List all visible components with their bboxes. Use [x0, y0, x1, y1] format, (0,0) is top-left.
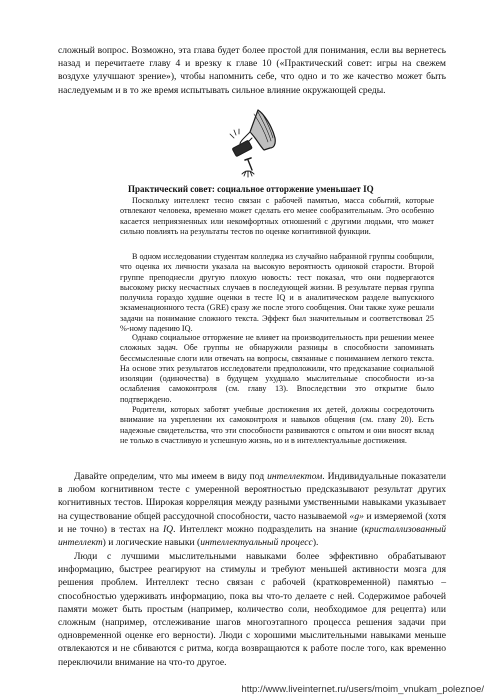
text-run: ).: [312, 537, 319, 549]
term-intellect: интеллектом: [267, 471, 323, 482]
intelligence-definition-paragraph: [58, 470, 446, 549]
text-run: и измеряемой (хотя и не точно) в тестах на: [58, 510, 446, 535]
text-run: . Индивидуальные показатели в любом когнитивном тесте с умеренной вероятностью предсказывают результат других когнитивных тестов. Широкая корреляция между разными умственными навыками указывает на существование общей рассудочной способности, часто называемой: [58, 471, 446, 522]
tip-paragraph: Однако социальное отторжение не влияет на производительность при решении менее сложных задач. Обе группы не обнаружили разницы в способности запоминать бессмысленные слоги или отвечать на вопросы, связанные с пониманием легкого текста. На основе этих результатов исследователи предположили, что предсказание социальной изоляции (одиночества) в будущем ухудшало мыслительные способности из-за ослабления самоконтроля (см. главу 13). Впоследствии это открытие было подтверждено.: [120, 333, 434, 404]
tip-paragraph: Родители, которых заботят учебные достижения их детей, должны сосредоточить внимание на укреплении их самоконтроля и навыков общения (см. главу 20). Есть надежные свидетельства, что эти способности развиваются с опытом и они вносят вклад не только в счастливую и успешную жизнь, но и в интеллектуальные достижения.: [120, 405, 434, 445]
term-g: «g»: [349, 510, 364, 522]
hammer-striking-nail-icon: [228, 108, 280, 180]
working-memory-paragraph: Люди с лучшими мыслительными навыками более эффективно обрабатывают информацию, быстрее реагируют на стимулы и требуют меньшей активности мозга для решения проблем. Интеллект тесно связан с рабочей (кратковременной) памятью – способностью удерживать информацию, пока вы что-то делаете с ней. Содержимое рабочей памяти может быть простым (например, количество соли, необходимое для рецепта) или сложным (например, отслеживание шагов многоэтапного процесса решения задачи при одновременной оценке его верности). Люди с хорошими мыслительными навыками меньше отвлекаются и не сбиваются с ритма, когда возвращаются к работе после того, как временно переключили внимание на что-то другое.: [58, 551, 446, 668]
tip-paragraph: В одном исследовании студентам колледжа из случайно набранной группы сообщили, что оценка их личности указала на высокую вероятность одинокой старости. Второй группе преподнесли другую плохую новость: тест показал, что они подвергаются высокому риску несчастных случаев в последующей жизни. В результате первая группа получила гораздо худшие оценки в тесте IQ и в аналитическом разделе выпускного экзаменационного теста (GRE) сразу же после этого сообщения. Они также хуже решали задачи на понимание сложного текста. Эффект был значительным и соответствовал 25 %-ному падению IQ.: [120, 252, 434, 333]
watermark-url: http://www.liveinternet.ru/users/moim_vnukam_poleznoe/: [241, 684, 484, 695]
term-fluid: интеллектуальный процесс: [200, 537, 313, 549]
text-run: . Интеллект можно подразделить на знание (: [173, 523, 365, 535]
tip-paragraph: Поскольку интеллект тесно связан с рабочей памятью, масса событий, которые отвлекают человека, временно может сделать его менее сообразительным. Это особенно касается неприязненных или некомфортных отношений с другими людьми, что может сильно повлиять на результаты тестов по оценке когнитивной функции.: [120, 196, 434, 236]
term-iq: IQ: [162, 523, 174, 535]
tip-title: Практический совет: социальное отторжение уменьшает IQ: [128, 184, 374, 194]
term-crystallized: кристаллизованный интеллект: [58, 523, 447, 549]
text-run: Давайте определим, что мы имеем в виду под: [74, 471, 265, 482]
intro-paragraph: сложный вопрос. Возможно, эта глава будет более простой для понимания, если вы вернетесь назад и перечитаете главу 4 и врезку к главе 10 («Практический совет: игры на свежем воздухе улучшают зрение»), чтобы напомнить себе, что одно и то же качество может быть наследуемым и в то же время испытывать сильное влияние окружающей среды.: [58, 45, 446, 96]
text-run: ) и логические навыки (: [102, 537, 201, 549]
